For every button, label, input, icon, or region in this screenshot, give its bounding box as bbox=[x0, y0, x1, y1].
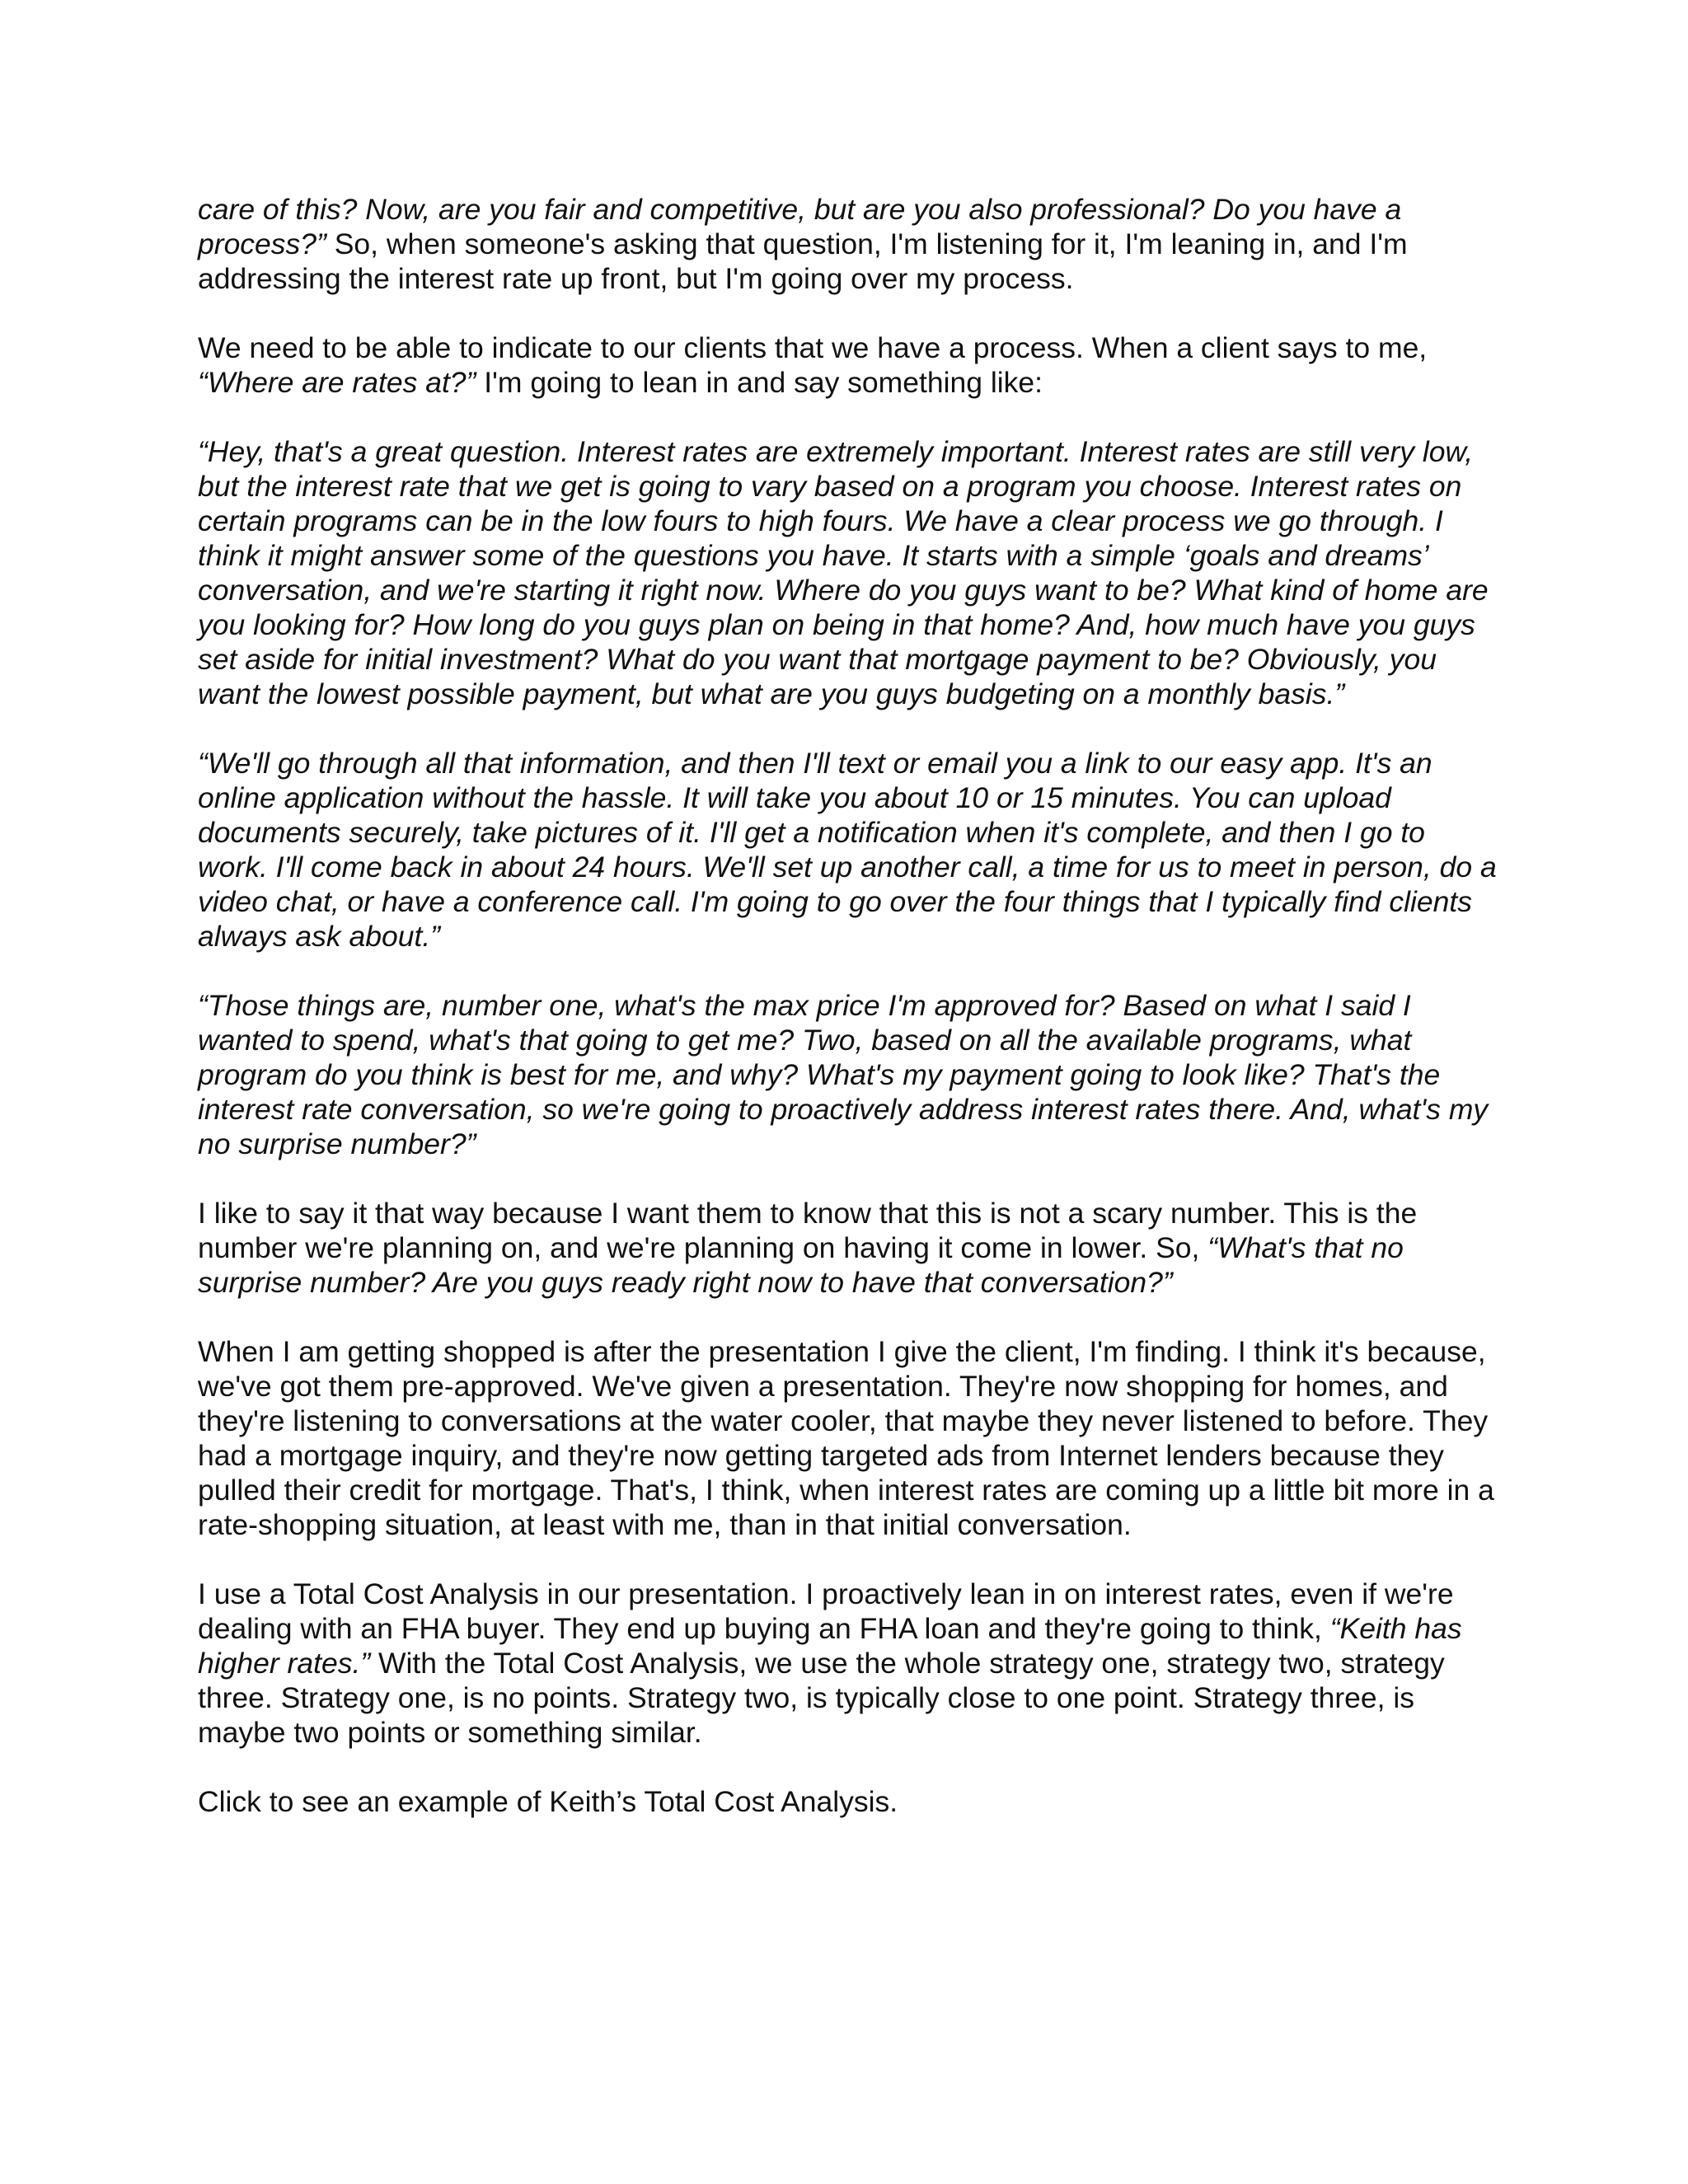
paragraph-2-text-end: I'm going to lean in and say something like: bbox=[476, 366, 1043, 399]
paragraph-7: When I am getting shopped is after the presentation I give the client, I'm finding. I think it's because, we've got them pre-approved. We've given a presentation. They're now shopping for homes, and they're listening to conversations at the water cooler, that maybe they never listened to before. They had a mortgage inquiry, and they're now getting targeted ads from Internet lenders because they pulled their credit for mortgage. That's, I think, when interest rates are coming up a little bit more in a rate-shopping situation, at least with me, than in that initial conversation. bbox=[198, 1335, 1494, 1541]
paragraph-8-quote: “Keith has higher rates.” bbox=[198, 1612, 1462, 1680]
paragraph-2-text: We need to be able to indicate to our clients that we have a process. When a client says to me, bbox=[198, 331, 1428, 364]
paragraph-8 bbox=[198, 1577, 1500, 1750]
paragraph-8-text-end: With the Total Cost Analysis, we use the whole strategy one, strategy two, strategy three. Strategy one, is no points. Strategy two, is typically close to one point. Strategy three, is maybe two points or something similar. bbox=[198, 1647, 1445, 1749]
paragraph-1 bbox=[198, 192, 1500, 296]
paragraph-1-text: So, when someone's asking that question, I'm listening for it, I'm leaning in, and I'm addressing the interest rate up front, but I'm going over my process. bbox=[198, 227, 1408, 295]
document-body bbox=[198, 192, 1500, 1854]
paragraph-6-text: I like to say it that way because I want them to know that this is not a scary number. This is the number we're planning on, and we're planning on having it come in lower. So, bbox=[198, 1197, 1418, 1264]
paragraph-1-quote: care of this? Now, are you fair and competitive, but are you also professional? Do you have a process?” bbox=[198, 193, 1402, 260]
paragraph-4-quote: “We'll go through all that information, and then I'll text or email you a link to our easy app. It's an online application without the hassle. It will take you about 10 or 15 minutes. You can upload documents securely, take pictures of it. I'll get a notification when it's complete, and then I go to work. I'll come back in about 24 hours. We'll set up another call, a time for us to meet in person, do a video chat, or have a conference call. I'm going to go over the four things that I typically find clients always ask about.” bbox=[198, 747, 1497, 953]
paragraph-5-quote: “Those things are, number one, what's the max price I'm approved for? Based on what I said I wanted to spend, what's that going to get me? Two, based on all the available programs, what program do you think is best for me, and why? What's my payment going to look like? That's the interest rate conversation, so we're going to proactively address interest rates there. And, what's my no surprise number?” bbox=[198, 989, 1489, 1160]
total-cost-analysis-link[interactable]: Click to see an example of Keith’s Total Cost Analysis. bbox=[198, 1785, 898, 1818]
paragraph-3-quote: “Hey, that's a great question. Interest rates are extremely important. Interest rates are still very low, but the interest rate that we get is going to vary based on a program you choose. Interest rates on certain programs can be in the low fours to high fours. We have a clear process we go through. I think it might answer some of the questions you have. It starts with a simple ‘goals and dreams’ conversation, and we're starting it right now. Where do you guys want to be? What kind of home are you looking for? How long do you guys plan on being in that home? And, how much have you guys set aside for initial investment? What do you want that mortgage payment to be? Obviously, you want the lowest possible payment, but what are you guys budgeting on a monthly basis.” bbox=[198, 435, 1489, 710]
paragraph-6 bbox=[198, 1196, 1500, 1300]
paragraph-6-quote: “What's that no surprise number? Are you guys ready right now to have that conversation?” bbox=[198, 1231, 1404, 1299]
paragraph-2-quote: “Where are rates at?” bbox=[198, 366, 476, 399]
paragraph-8-text: I use a Total Cost Analysis in our presentation. I proactively lean in on interest rates, even if we're dealing with an FHA buyer. They end up buying an FHA loan and they're going to think, bbox=[198, 1577, 1454, 1645]
paragraph-2 bbox=[198, 330, 1500, 400]
